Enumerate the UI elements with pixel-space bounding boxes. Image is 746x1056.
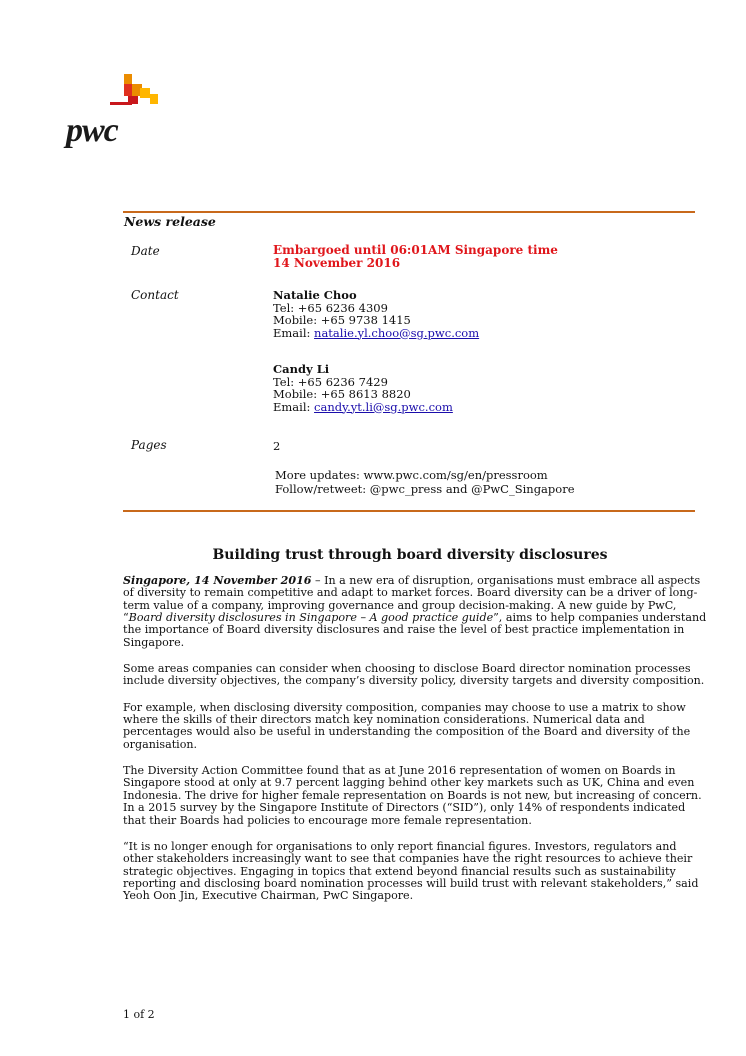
article-body [123, 575, 708, 917]
logo-block [124, 74, 132, 84]
logo-wordmark: pwc [66, 112, 118, 149]
date-label: Date [131, 244, 160, 258]
contact-card [273, 289, 479, 339]
logo-block [150, 94, 158, 104]
contact-card [273, 363, 453, 413]
contact-name: Candy Li [273, 362, 330, 376]
pages-label: Pages [131, 438, 167, 452]
embargo-date: 14 November 2016 [273, 256, 401, 270]
top-divider [123, 211, 695, 213]
page-number: 1 of 2 [123, 1008, 155, 1021]
updates-line: More updates: www.pwc.com/sg/en/pressroom [275, 468, 548, 482]
paragraph: For example, when disclosing diversity composition, companies may choose to use a matrix to show where the skills of their directors match key nomination considerations. Numerical data and percentages would also be useful in understanding the composition of the Board and diversity of the organisation. [123, 700, 691, 751]
updates-block [275, 468, 575, 496]
contact-label: Contact [131, 288, 179, 302]
article-headline: Building trust through board diversity disclosures [212, 547, 608, 563]
contact-email-row [273, 401, 453, 414]
logo-bar [110, 102, 132, 105]
paragraph: “It is no longer enough for organisations to only report financial figures. Investors, regulators and other stakeholders increasingly want to see that companies have the right resources to achieve their strategic objectives. Engaging in topics that extend beyond financial results such as sustainability reporting and disclosing board nomination processes will build trust with relevant stakeholders,” said Yeoh Oon Jin, Executive Chairman, PwC Singapore. [123, 839, 699, 903]
news-release-title: News release [124, 214, 216, 229]
contact-mobile: Mobile: +65 9738 1415 [273, 313, 411, 327]
bottom-divider [123, 510, 695, 512]
guide-title: Board diversity disclosures in Singapore – A good practice guide [128, 611, 494, 625]
contact-email-row [273, 327, 479, 340]
logo-block [140, 88, 150, 98]
date-value [273, 244, 558, 270]
contact-tel: Tel: +65 6236 4309 [273, 300, 388, 315]
pages-value: 2 [273, 439, 281, 453]
contact-email-link[interactable]: candy.yt.li@sg.pwc.com [314, 399, 453, 414]
paragraph [123, 575, 708, 649]
email-prefix: Email: [273, 325, 315, 340]
contact-email-link[interactable]: natalie.yl.choo@sg.pwc.com [314, 325, 480, 340]
email-prefix: Email: [273, 399, 315, 414]
paragraph: Some areas companies can consider when choosing to disclose Board director nomination processes include diversity objectives, the company’s diversity policy, diversity targets and diversity composition. [123, 662, 705, 688]
follow-line: Follow/retweet: @pwc_press and @PwC_Singapore [275, 482, 575, 496]
dateline: Singapore, 14 November 2016 [123, 574, 312, 587]
contact-tel: Tel: +65 6236 7429 [273, 374, 388, 389]
contact-mobile: Mobile: +65 8613 8820 [273, 387, 411, 401]
pwc-logo [66, 74, 166, 154]
contact-name: Natalie Choo [273, 288, 357, 302]
embargo-line: Embargoed until 06:01AM Singapore time [273, 243, 558, 257]
paragraph-text: ”, aims to help companies understand the importance of Board diversity disclosures and raise the level of best practice implementation in Singapore. [123, 611, 707, 649]
paragraph: The Diversity Action Committee found that as at June 2016 representation of women on Boards in Singapore stood at only at 9.7 percent lagging behind other key markets such as UK, China and even Indonesia. The drive for higher female representation on Boards is not new, but increasing of concern. In a 2015 survey by the Singapore Institute of Directors (“SID”), only 14% of respondents indicated that their Boards had policies to encourage more female representation. [123, 764, 702, 827]
paragraph-text: – In a new era of disruption, organisations must embrace all aspects of diversity to remain competitive and adapt to market forces. Board diversity can be a driver of long-term value of a company, improving governance and group decision-making. A new guide by PwC, “ [123, 574, 701, 625]
